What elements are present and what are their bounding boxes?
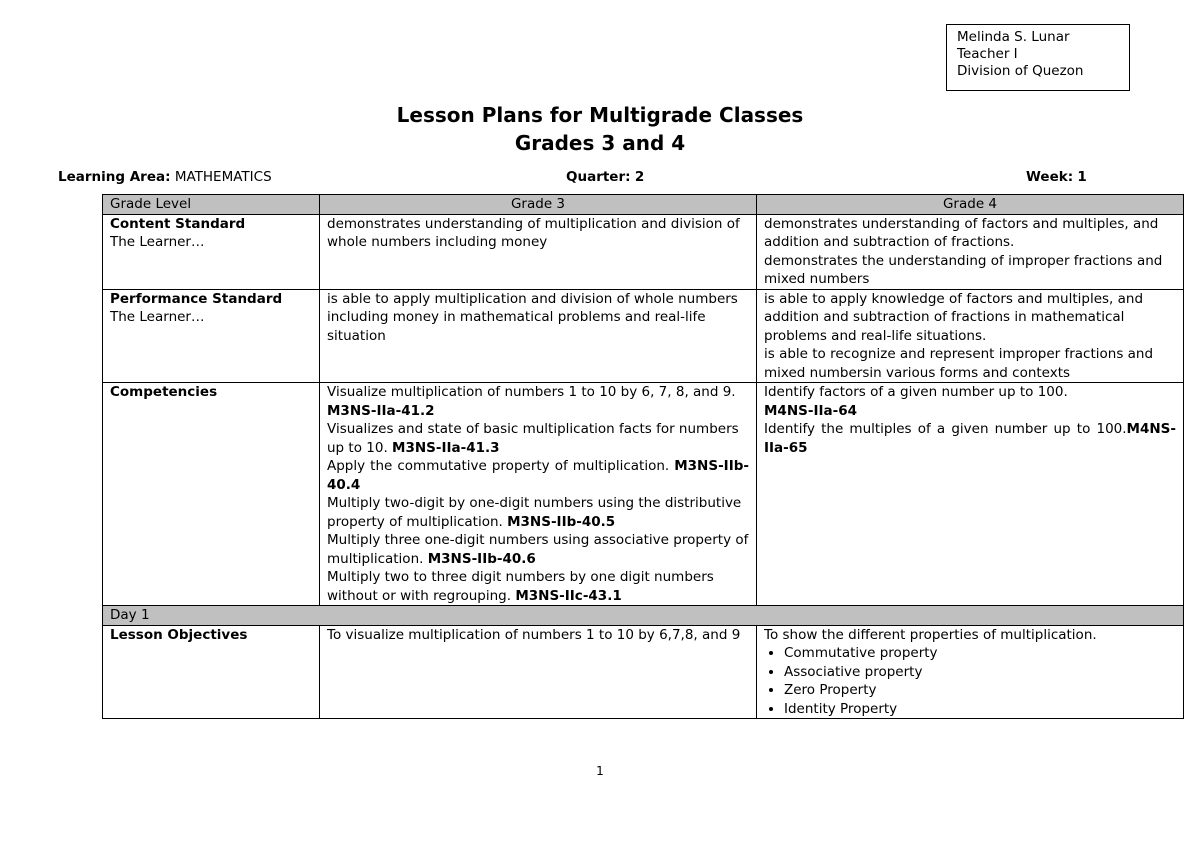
lesson-objectives-grade3: To visualize multiplication of numbers 1 to 10 by 6,7,8, and 9	[320, 625, 757, 719]
competency-item: Visualizes and state of basic multiplication facts for numbers up to 10. M3NS-IIa-41.3	[327, 421, 739, 456]
content-standard-label-cell	[103, 214, 320, 289]
header-grade-level: Grade Level	[103, 195, 320, 215]
competencies-grade4-cell	[757, 383, 1184, 606]
competencies-row	[103, 383, 1184, 606]
week-label: Week:	[1026, 169, 1074, 185]
content-standard-sublabel: The Learner…	[110, 234, 205, 250]
content-standard-grade4-2: demonstrates the understanding of improper fractions and mixed numbers	[764, 252, 1163, 287]
content-standard-label: Content Standard	[110, 215, 246, 232]
quarter	[566, 169, 644, 185]
day-label: Day 1	[103, 606, 1184, 626]
lesson-objectives-grade4-cell	[757, 625, 1184, 719]
author-position: Teacher I	[957, 46, 1018, 62]
performance-standard-row	[103, 289, 1184, 383]
table-header-row	[103, 195, 1184, 215]
competency-code: M3NS-IIa-41.3	[392, 439, 500, 456]
competencies-label: Competencies	[103, 383, 320, 606]
list-item: • Commutative property	[784, 644, 1176, 663]
list-item: • Zero Property	[784, 681, 1176, 700]
competency-item: Visualize multiplication of numbers 1 to 10 by 6, 7, 8, and 9. M3NS-IIa-41.2	[327, 384, 736, 419]
quarter-value: 2	[634, 169, 645, 185]
week	[1026, 169, 1087, 185]
competency-item: Apply the commutative property of multiplication. M3NS-IIb-40.4	[327, 458, 749, 493]
list-item: • Associative property	[784, 663, 1176, 682]
author-division: Division of Quezon	[957, 63, 1084, 79]
competency-item: Multiply two-digit by one-digit numbers using the distributive property of multiplication. M3NS-IIb-40.5	[327, 495, 742, 530]
learning-area	[58, 169, 272, 185]
performance-standard-grade4-cell	[757, 289, 1184, 383]
author-box	[946, 24, 1130, 91]
list-item: • Identity Property	[784, 700, 1176, 719]
document-title: Lesson Plans for Multigrade Classes	[396, 103, 804, 127]
quarter-label: Quarter:	[566, 169, 631, 185]
lesson-objectives-grade4-intro: To show the different properties of multiplication.	[764, 626, 1097, 643]
content-standard-grade3: demonstrates understanding of multiplication and division of whole numbers including money	[320, 214, 757, 289]
competency-item: Identify factors of a given number up to 100.	[764, 384, 1068, 400]
learning-area-value: MATHEMATICS	[174, 169, 272, 185]
competency-item: Multiply two to three digit numbers by one digit numbers without or with regrouping. M3NS-IIc-43.1	[327, 569, 714, 604]
competency-code: M4NS-IIa-64	[764, 402, 857, 419]
content-standard-row	[103, 214, 1184, 289]
properties-list	[764, 644, 1176, 718]
competency-code: M4NS-IIa-65	[764, 421, 1176, 456]
performance-standard-grade4-2: is able to recognize and represent improper fractions and mixed numbersin various forms and contexts	[764, 346, 1154, 381]
competency-code: M3NS-IIb-40.6	[427, 550, 536, 567]
performance-standard-label-cell	[103, 289, 320, 383]
lesson-plan-table	[102, 194, 1184, 719]
content-standard-grade4-cell	[757, 214, 1184, 289]
competencies-grade3-cell	[320, 383, 757, 606]
competency-code: M3NS-IIc-43.1	[515, 587, 622, 604]
competency-code: M3NS-IIa-41.2	[327, 402, 435, 419]
author-name: Melinda S. Lunar	[957, 29, 1070, 45]
competency-item: Multiply three one-digit numbers using associative property of multiplication. M3NS-IIb-40.6	[327, 532, 749, 567]
week-value: 1	[1077, 169, 1087, 185]
performance-standard-sublabel: The Learner…	[110, 309, 205, 325]
lesson-objectives-row	[103, 625, 1184, 719]
content-standard-grade4-1: demonstrates understanding of factors and multiples, and addition and subtraction of fractions.	[764, 215, 1159, 250]
lesson-objectives-label: Lesson Objectives	[103, 625, 320, 719]
competency-item: Identify the multiples of a given number up to 100.M4NS-IIa-65	[764, 421, 1176, 456]
document-subtitle: Grades 3 and 4	[514, 131, 686, 155]
competency-code: M3NS-IIb-40.5	[507, 513, 616, 530]
performance-standard-grade4-1: is able to apply knowledge of factors and multiples, and addition and subtraction of fractions in mathematical problems and real-life situations.	[764, 290, 1144, 344]
day-row	[103, 606, 1184, 626]
performance-standard-label: Performance Standard	[110, 290, 283, 307]
header-grade-4: Grade 4	[757, 195, 1184, 215]
performance-standard-grade3: is able to apply multiplication and division of whole numbers including money in mathematical problems and real-life situation	[320, 289, 757, 383]
page-number: 1	[596, 764, 604, 778]
header-grade-3: Grade 3	[320, 195, 757, 215]
competency-code: M3NS-IIb-40.4	[327, 458, 749, 493]
learning-area-label: Learning Area:	[58, 169, 171, 185]
